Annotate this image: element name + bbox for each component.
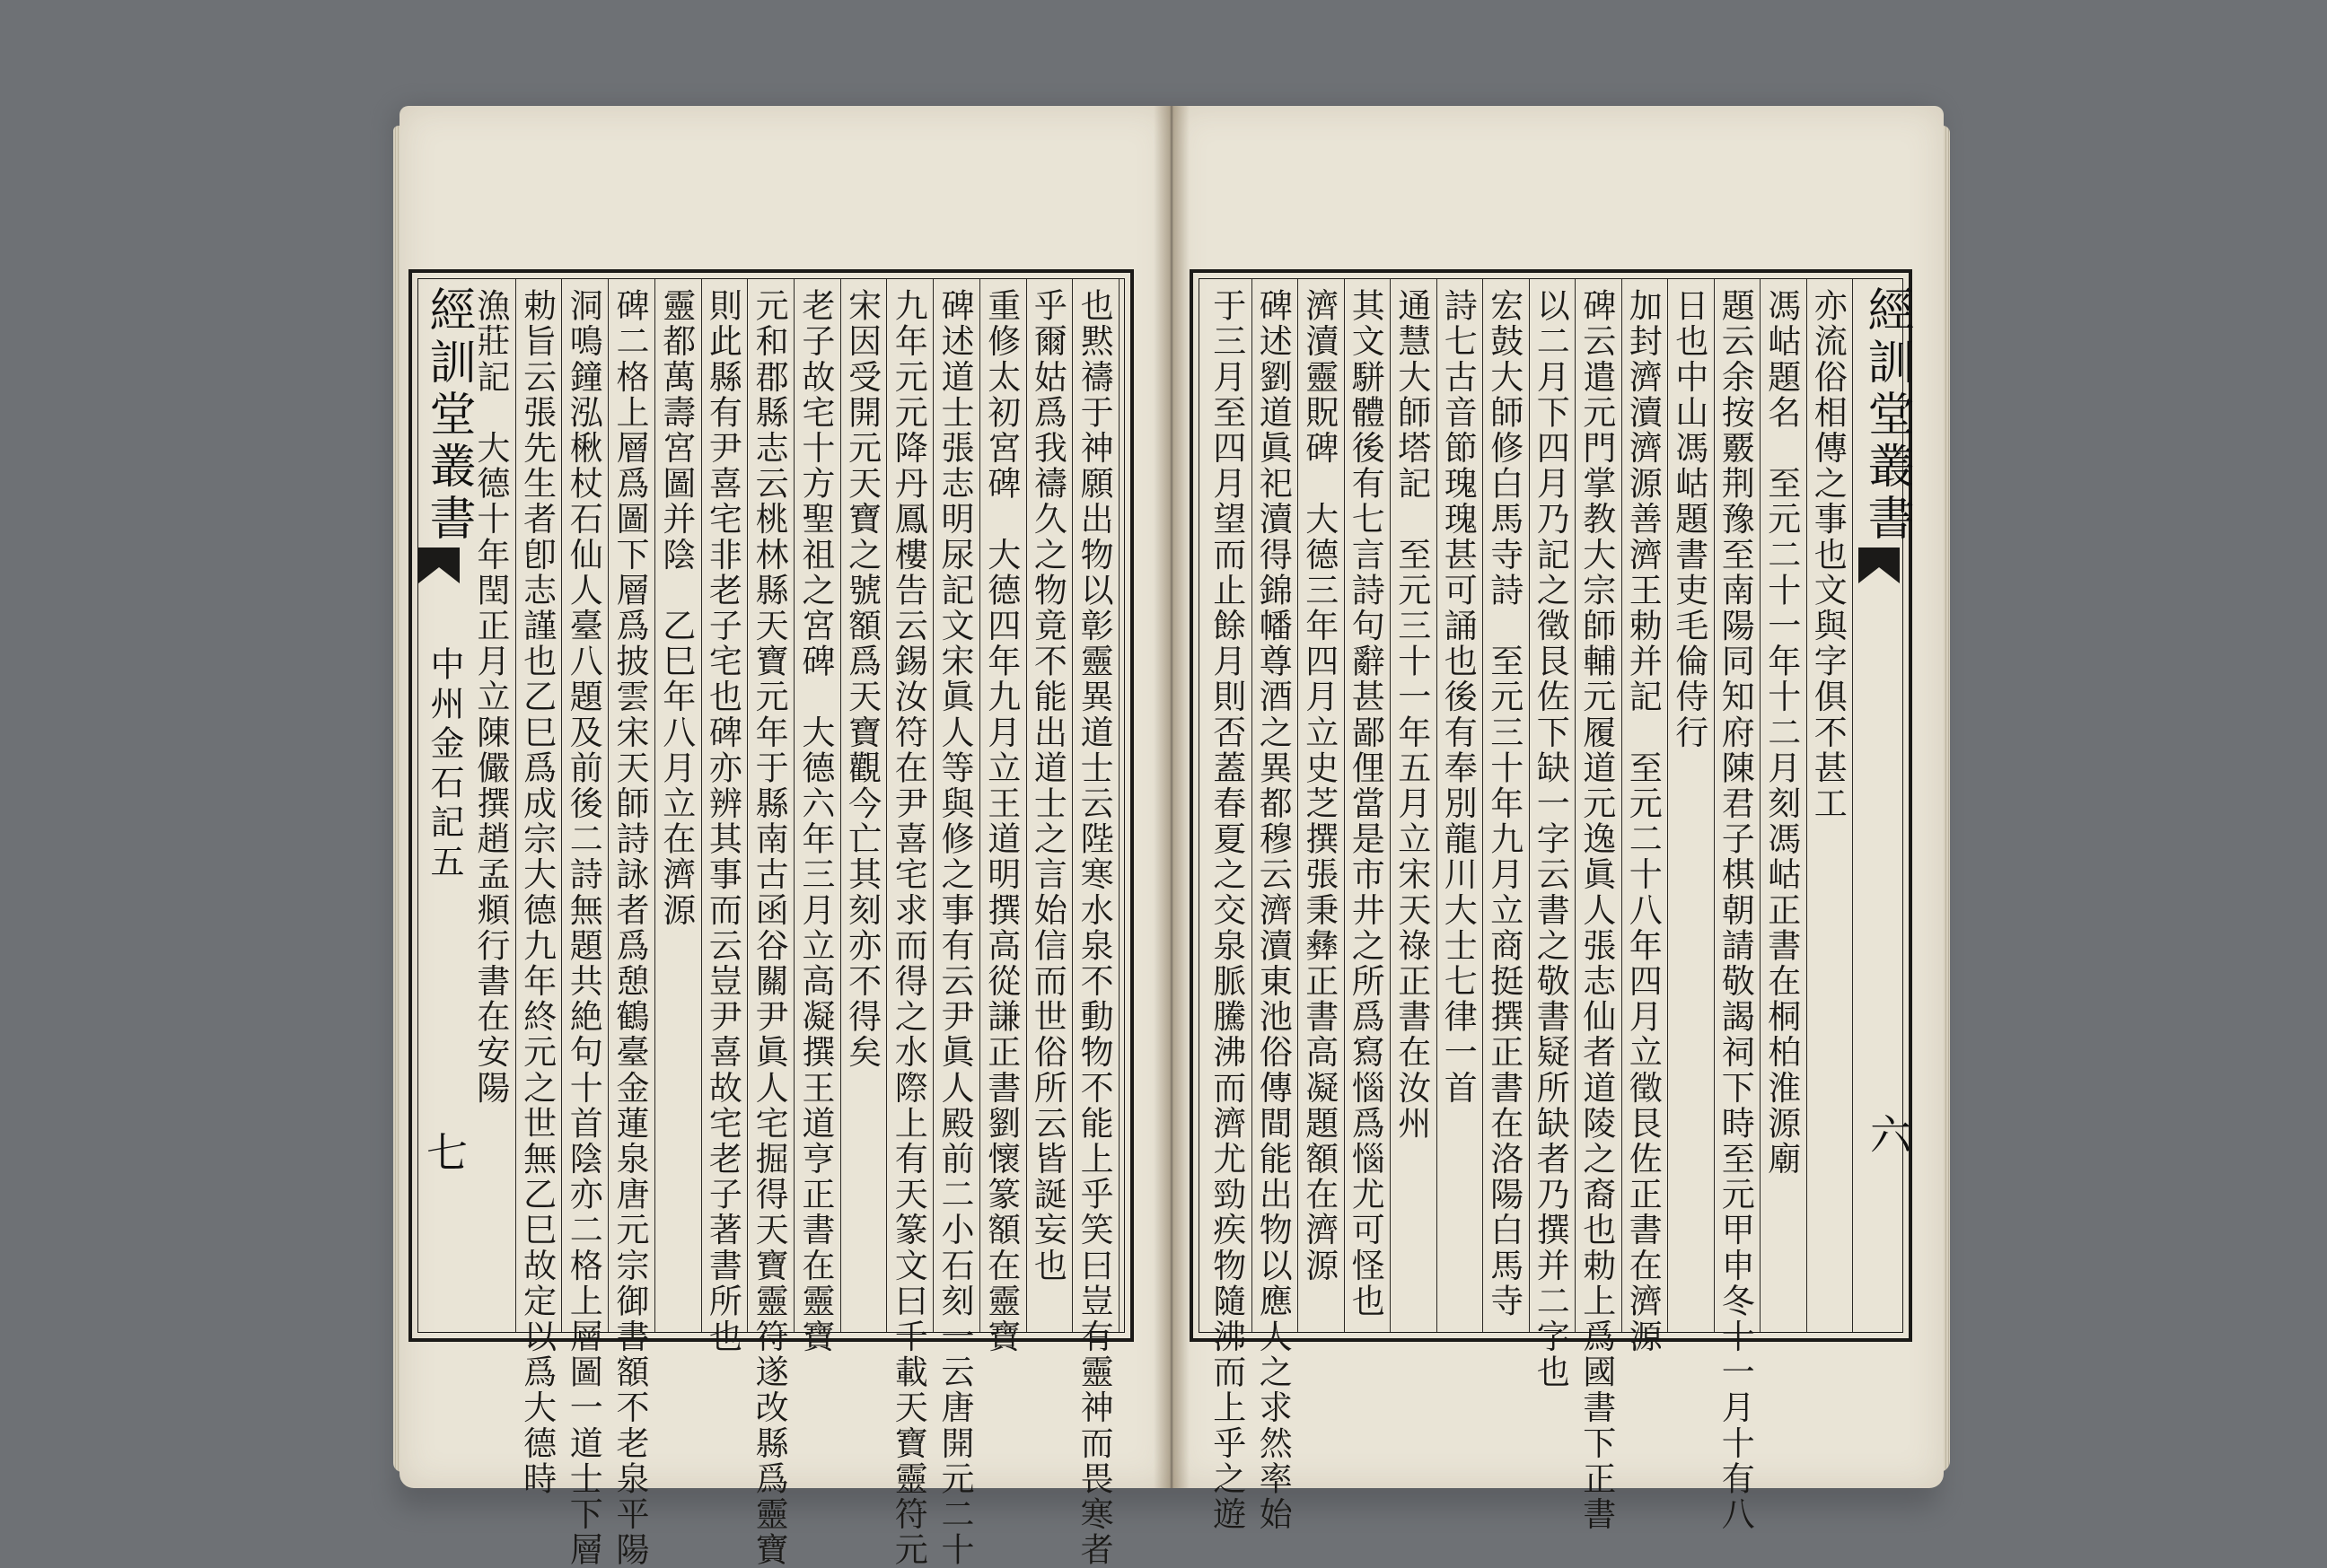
left-fishtail-mark (418, 547, 460, 583)
right-fishtail-mark (1858, 547, 1900, 583)
left-page-number: 七 (420, 1131, 469, 1172)
text-column: 通慧大師塔記 至元三十一年五月立宋天祿正書在汝州 (1392, 288, 1431, 1142)
text-column: 以二月下四月乃記之徵艮佐下缺一字云書之敬書疑所缺者乃撰并二字也 (1531, 288, 1570, 1390)
text-column: 乎爾姑爲我禱久之物竟不能出道士之言始信而世俗所云皆誕妄也 (1028, 288, 1067, 1283)
column-rule (794, 279, 795, 1332)
column-rule (1297, 279, 1298, 1332)
text-column: 重修太初宮碑 大德四年九月立王道明撰高從謙正書劉懷篆額在靈寶 (981, 288, 1021, 1354)
text-column: 漁莊記 大德十年閏正月立陳儼撰趙孟頫行書在安陽 (470, 288, 510, 1106)
text-column: 宏鼓大師修白馬寺詩 至元三十年九月立商挺撰正書在洛陽白馬寺 (1484, 288, 1524, 1319)
right-page-title: 經訓堂叢書 (1859, 285, 1913, 546)
column-rule (1390, 279, 1391, 1332)
text-column: 碑二格上層爲圖下層爲披雲宋天師詩詠者爲憩鶴臺金蓮泉唐元宗御書額不老泉平陽 (610, 288, 649, 1568)
right-page-number: 六 (1864, 1113, 1912, 1154)
column-rule (1714, 279, 1715, 1332)
column-rule (1621, 279, 1622, 1332)
right-page-text-block (1199, 278, 1903, 1532)
column-rule (840, 279, 841, 1332)
right-page-frame (1190, 269, 1912, 1532)
text-column: 濟瀆靈貺碑 大德三年四月立史芝撰張秉彝正書高凝題額在濟源 (1299, 288, 1339, 1283)
column-rule (515, 279, 516, 1332)
text-column: 亦流俗相傳之事也文與字俱不甚工 (1808, 288, 1848, 821)
column-rule (1251, 279, 1252, 1332)
text-column: 其文駢體後有七言詩句辭甚鄙俚當是市井之所爲寫惱爲惱尤可怪也 (1346, 288, 1385, 1319)
column-rule (1026, 279, 1027, 1332)
column-rule (979, 279, 980, 1332)
column-rule (933, 279, 934, 1332)
column-rule (654, 279, 655, 1332)
text-column: 日也中山馮岵題書吏毛倫侍行 (1669, 288, 1708, 750)
column-rule (747, 279, 748, 1332)
text-column: 也黙禱于神願出物以彰靈異道士云陛寒水泉不動物不能上乎笑曰豈有靈神而畏寒者 (1075, 288, 1114, 1568)
text-column: 勅旨云張先生者卽志謹也乙巳爲成宗大德九年終元之世無乙巳故定以爲大德時 (517, 288, 557, 1497)
text-column: 洞鳴鐘泓楸杖石仙人臺八題及前後二詩無題共絶句十首陰亦二格上層圖一道士下層 (564, 288, 603, 1568)
text-column: 老子故宅十方聖祖之宮碑 大德六年三月立高凝撰王道亨正書在靈寶 (795, 288, 835, 1354)
text-column: 九年元元降丹鳳樓告云錫汝符在尹喜宅求而得之水際上有天篆文曰千載天寶靈符元 (889, 288, 928, 1568)
left-page-title: 經訓堂叢書 (421, 285, 475, 546)
text-column: 馮岵題名 至元二十一年十二月刻馮岵正書在桐柏淮源廟 (1761, 288, 1801, 1177)
text-column: 于三月至四月望而止餘月則否蓋春夏之交泉脈騰沸而濟尤勁疾物隨沸而上乎之遊 (1207, 288, 1246, 1532)
text-column: 碑述劉道眞祀瀆得錦幡尊酒之異都穆云濟瀆東池俗傳間能出物以應人之求然率始 (1253, 288, 1293, 1532)
column-rule (608, 279, 609, 1332)
text-column: 靈都萬壽宮圖并陰 乙巳年八月立在濟源 (656, 288, 696, 928)
text-column: 加封濟瀆濟源善濟王勅并記 至元二十八年四月立徵艮佐正書在濟源 (1623, 288, 1663, 1354)
left-page-footer-title: 中州金石記五 (425, 646, 464, 883)
left-page-frame (408, 269, 1134, 1568)
column-rule (1667, 279, 1668, 1332)
text-column: 題云余按覈荆豫至南陽同知府陳君子棋朝請敬謁祠下時至元甲申冬十一月十有八 (1716, 288, 1755, 1532)
text-column: 宋因受開元天寶之號額爲天寶觀今亡其刻亦不得矣 (842, 288, 882, 1071)
column-rule (1072, 279, 1073, 1332)
text-column: 詩七古音節瑰瑰甚可誦也後有奉別龍川大士七律一首 (1438, 288, 1478, 1106)
column-rule (1344, 279, 1345, 1332)
text-column: 碑述道士張志明尿記文宋眞人等與修之事有云尹眞人殿前二小石刻一云唐開元二十 (935, 288, 974, 1568)
column-rule (701, 279, 702, 1332)
text-column: 元和郡縣志云桃林縣天寶元年于縣南古函谷關尹眞人宅掘得天寶靈符遂改縣爲靈寶 (750, 288, 789, 1568)
column-rule (1119, 279, 1120, 1332)
column-rule (1575, 279, 1576, 1332)
column-rule (886, 279, 887, 1332)
column-rule (1482, 279, 1483, 1332)
column-rule (561, 279, 562, 1332)
column-rule (1806, 279, 1807, 1332)
text-column: 碑云遣元門掌教大宗師輔元履道元逸眞人張志仙者道陵之裔也勅上爲國書下正書 (1576, 288, 1616, 1532)
column-rule (1436, 279, 1437, 1332)
left-page-text-block (417, 278, 1125, 1568)
column-rule (1760, 279, 1761, 1332)
book-gutter (1154, 106, 1190, 1488)
column-rule (1529, 279, 1530, 1332)
text-column: 則此縣有尹喜宅非老子宅也碑亦辨其事而云豈尹喜故宅老子著書所也 (703, 288, 742, 1354)
